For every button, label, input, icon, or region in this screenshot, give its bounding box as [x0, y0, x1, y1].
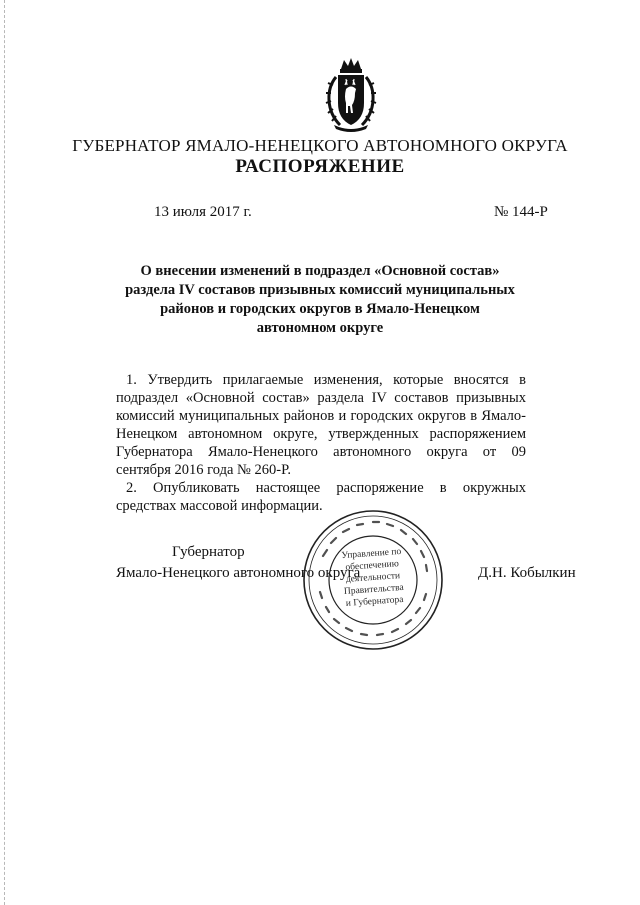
coat-of-arms-icon — [322, 55, 380, 135]
document-number: № 144-Р — [494, 204, 548, 220]
subject-line: О внесении изменений в подраздел «Основной состав» — [140, 263, 500, 279]
signatory-name: Д.Н. Кобылкин — [478, 565, 576, 581]
document-type: РАСПОРЯЖЕНИЕ — [235, 156, 405, 177]
signatory-title: Губернатор — [172, 544, 245, 560]
document-body — [116, 371, 526, 515]
stamp-text-line: деятельности — [345, 571, 401, 585]
document-subject — [120, 262, 520, 338]
stamp-text-line: и Губернатора — [345, 594, 404, 609]
organization-title: ГУБЕРНАТОР ЯМАЛО-НЕНЕЦКОГО АВТОНОМНОГО ОКРУГА — [72, 136, 568, 155]
document-date: 13 июля 2017 г. — [154, 204, 252, 220]
stamp-text-line: Правительства — [343, 582, 405, 598]
body-paragraph-2: 2. Опубликовать настоящее распоряжение в окружных средствах массовой информации. — [116, 480, 526, 514]
body-paragraph-1: 1. Утвердить прилагаемые изменения, которые вносятся в подраздел «Основной состав» раздела IV составов призывных комиссий муниципальных районов и городских округов в Ямало-Ненецком автономном округе, утвержденных распоряжением Губернатора Ямало-Ненецкого автономного округа от 09 сентября 2016 года № 260-Р. — [116, 372, 526, 478]
subject-line: районов и городских округов в Ямало-Ненецком — [160, 301, 480, 317]
stamp-inner-text — [331, 545, 415, 610]
stamp-text-line: Управление по — [341, 546, 402, 562]
stamp-text-line: обеспечению — [345, 559, 400, 573]
signatory-region: Ямало-Ненецкого автономного округа — [116, 565, 361, 581]
subject-line: раздела IV составов призывных комиссий муниципальных — [125, 282, 515, 298]
subject-line: автономном округе — [256, 320, 384, 336]
